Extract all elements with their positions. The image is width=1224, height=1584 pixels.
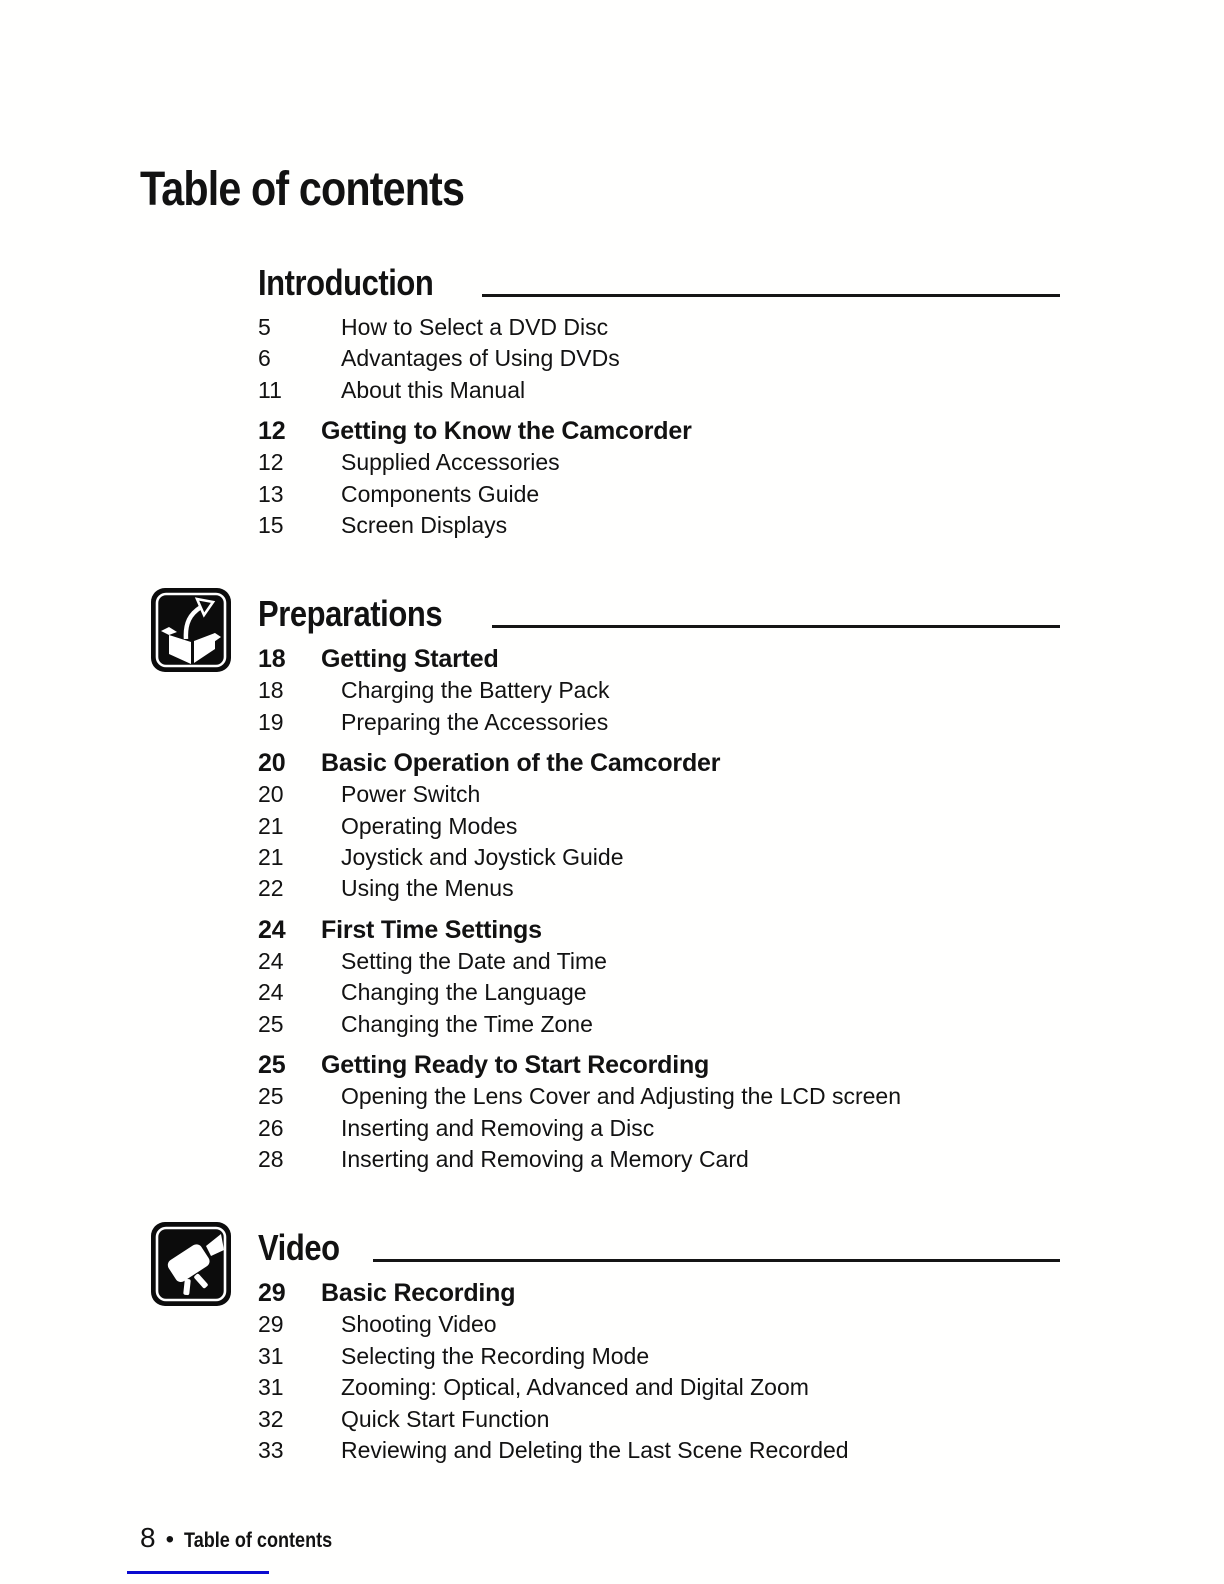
entry-page-number: 31 [258,1342,284,1369]
entry-page-number: 29 [258,1311,284,1338]
toc-entry-row [258,1309,1060,1340]
chapter-title: Basic Operation of the Camcorder [321,749,721,778]
toc-entry-row [258,510,1060,541]
chapter-title: First Time Settings [321,915,542,944]
toc-items [258,779,1060,905]
entry-title: Zooming: Optical, Advanced and Digital Zoom [341,1374,809,1401]
entry-page-number: 26 [258,1114,284,1141]
chapter-title: Basic Recording [321,1279,516,1308]
entry-page-number: 11 [258,376,282,403]
toc-block [258,643,1060,738]
entry-page-number: 20 [258,781,284,808]
toc-chapter-row [258,1049,1060,1081]
entry-page-number: 21 [258,812,284,839]
toc-entry-row [258,1009,1060,1040]
chapter-page-number: 12 [258,417,286,446]
page-title: Table of contents [140,163,465,217]
toc-items [258,447,1060,541]
toc-entry-row [258,1081,1060,1112]
entry-page-number: 5 [258,314,271,340]
toc-entry-row [258,779,1060,810]
entry-page-number: 21 [258,844,284,871]
section-heading-rule [492,625,1060,628]
toc-entry-row [258,1404,1060,1435]
toc-entry-row [258,1435,1060,1466]
entry-page-number: 28 [258,1145,284,1172]
toc-block [258,415,1060,541]
section-blocks [258,312,1060,541]
entry-title: Inserting and Removing a Memory Card [341,1145,749,1172]
toc-entry-row [258,1113,1060,1144]
section-heading-row [258,593,1060,635]
toc-entry-row [258,1341,1060,1372]
toc-block [258,1277,1060,1466]
section-heading-rule [482,294,1060,297]
chapter-page-number: 24 [258,915,286,944]
section-heading-rule [373,1259,1060,1262]
chapter-page-number: 29 [258,1279,286,1308]
toc-chapter-row [258,914,1060,946]
footer-page-number: 8 [140,1522,156,1553]
entry-title: Charging the Battery Pack [341,677,610,704]
toc-entry-row [258,811,1060,842]
entry-page-number: 19 [258,708,284,735]
entry-page-number: 18 [258,677,284,704]
entry-title: Joystick and Joystick Guide [341,844,624,871]
chapter-title: Getting to Know the Camcorder [321,417,692,446]
section-heading-row [258,262,1060,304]
chapter-page-number: 20 [258,749,286,778]
toc-entry-row [258,343,1060,374]
entry-title: Reviewing and Deleting the Last Scene Recorded [341,1436,849,1463]
entry-title: Components Guide [341,480,540,507]
entry-page-number: 32 [258,1405,284,1432]
camcorder-icon [150,1221,232,1307]
entry-title: Opening the Lens Cover and Adjusting the LCD screen [341,1083,902,1110]
toc-block [258,1049,1060,1175]
toc-entry-row [258,375,1060,406]
entry-page-number: 31 [258,1374,284,1401]
entry-title: How to Select a DVD Disc [341,314,609,340]
entry-page-number: 25 [258,1083,284,1110]
entry-title: About this Manual [341,376,526,403]
entry-title: Changing the Language [341,979,587,1006]
toc-items [258,1081,1060,1175]
toc-entry-row [258,977,1060,1008]
toc-chapter-row [258,747,1060,779]
section-blocks [258,1277,1060,1466]
entry-title: Shooting Video [341,1311,497,1338]
entry-page-number: 33 [258,1436,284,1463]
entry-title: Operating Modes [341,812,518,839]
toc-entry-row [258,842,1060,873]
toc-entry-row [258,707,1060,738]
toc-section [258,1227,1060,1466]
toc-entry-row [258,675,1060,706]
entry-title: Advantages of Using DVDs [341,345,620,372]
entry-title: Selecting the Recording Mode [341,1342,650,1369]
toc-block [258,312,1060,406]
entry-page-number: 24 [258,979,284,1006]
section-heading-row [258,1227,1060,1269]
toc-chapter-row [258,415,1060,447]
toc-entry-row [258,946,1060,977]
toc-items [258,675,1060,738]
toc-items [258,946,1060,1040]
toc-section [258,262,1060,541]
section-heading: Video [258,1227,340,1269]
section-heading: Preparations [258,593,443,635]
toc-entry-row [258,479,1060,510]
unpacking-box-icon [150,587,232,673]
entry-page-number: 25 [258,1010,284,1037]
entry-page-number: 6 [258,345,271,372]
entry-title: Preparing the Accessories [341,708,609,735]
section-heading: Introduction [258,262,434,303]
chapter-title: Getting Started [321,645,499,674]
entry-title: Supplied Accessories [341,449,560,476]
toc-block [258,914,1060,1040]
entry-title: Inserting and Removing a Disc [341,1114,655,1141]
entry-title: Changing the Time Zone [341,1010,593,1037]
toc-block [258,747,1060,905]
chapter-title: Getting Ready to Start Recording [321,1051,710,1080]
toc-items [258,1309,1060,1466]
toc-items [258,312,1060,406]
entry-title: Setting the Date and Time [341,947,607,974]
toc-entry-row [258,873,1060,904]
chapter-page-number: 25 [258,1051,286,1080]
entry-title: Power Switch [341,781,481,808]
entry-page-number: 22 [258,875,284,902]
entry-page-number: 13 [258,480,284,507]
toc-entry-row [258,447,1060,478]
entry-page-number: 24 [258,947,284,974]
entry-title: Quick Start Function [341,1405,550,1432]
toc-chapter-row [258,643,1060,675]
footer-blue-line [127,1571,269,1574]
footer-label: Table of contents [183,1529,333,1552]
chapter-page-number: 18 [258,645,286,674]
page-footer [140,1522,356,1554]
entry-title: Screen Displays [341,512,508,539]
section-blocks [258,643,1060,1175]
footer-bullet-icon: • [165,1526,174,1553]
entry-page-number: 12 [258,449,284,476]
toc-section [258,593,1060,1175]
toc-entry-row [258,1144,1060,1175]
entry-title: Using the Menus [341,875,514,902]
toc-entry-row [258,312,1060,343]
toc-entry-row [258,1372,1060,1403]
toc-chapter-row [258,1277,1060,1309]
entry-page-number: 15 [258,512,284,539]
toc-content [258,262,1060,1466]
